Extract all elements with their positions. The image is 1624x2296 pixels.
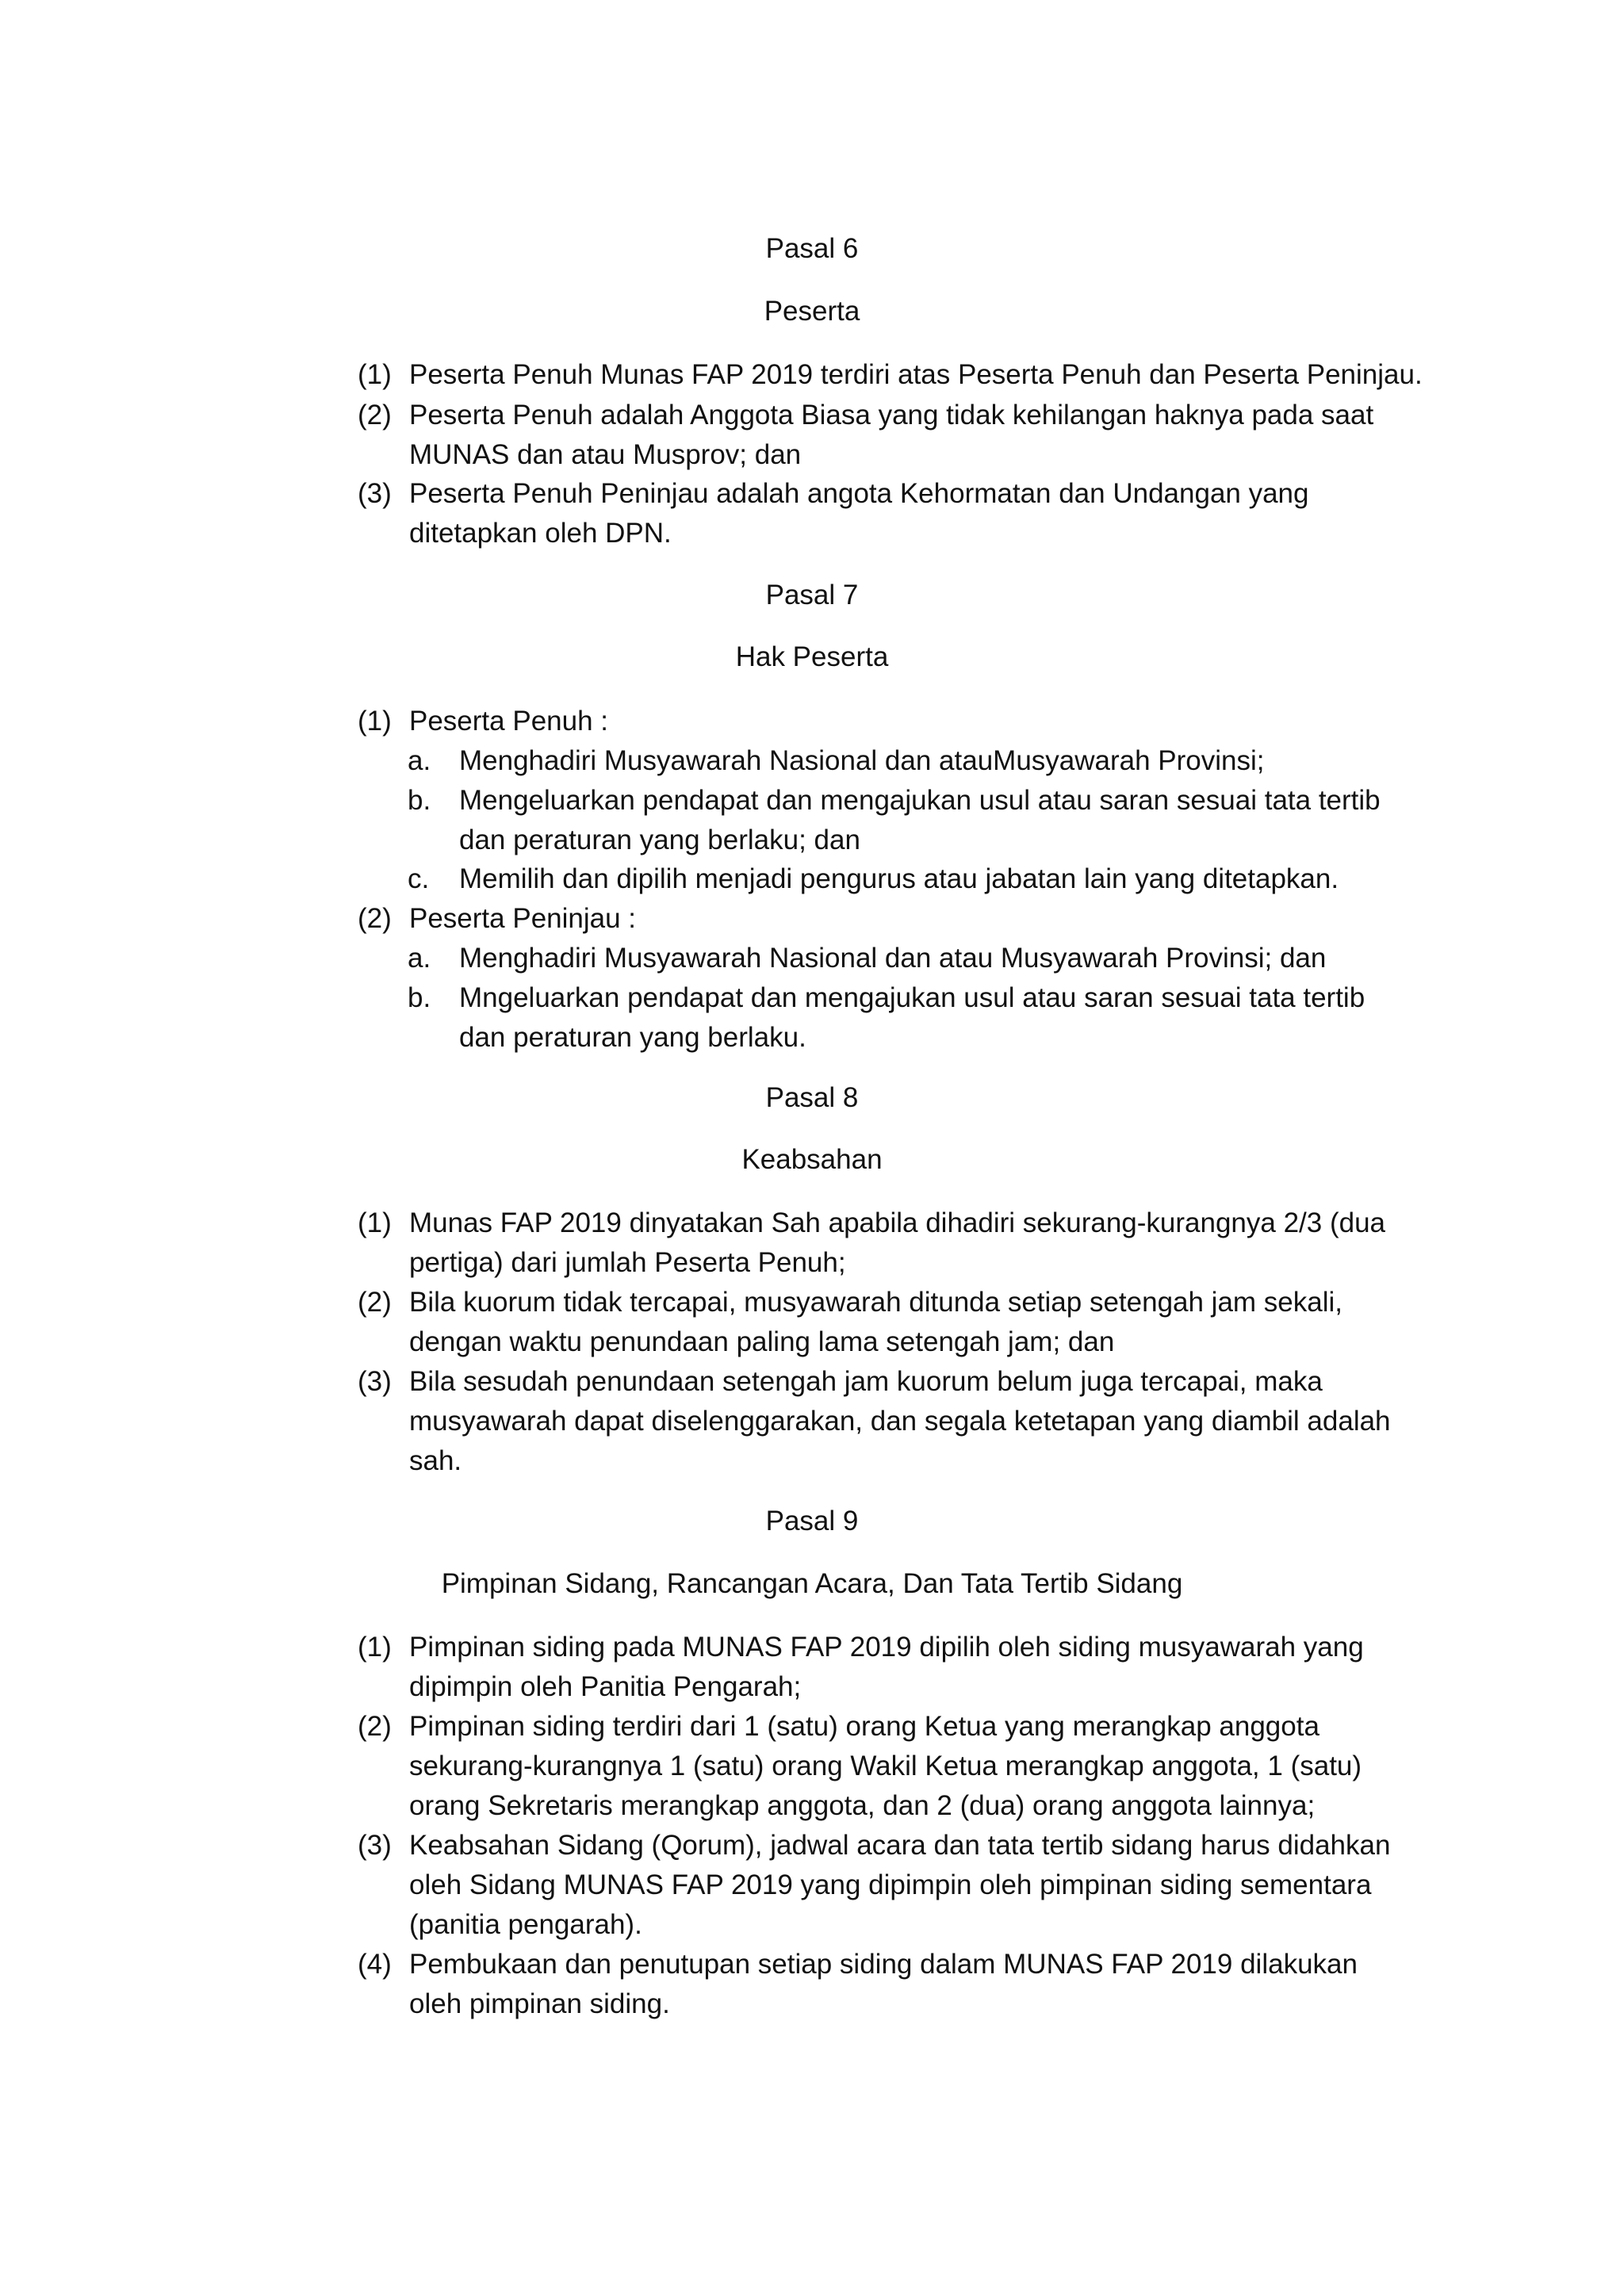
item-number: (1) <box>358 1207 392 1238</box>
item-text: oleh pimpinan siding. <box>409 1988 670 2019</box>
pasal-7-number: Pasal 7 <box>765 580 859 610</box>
sub-item-letter: a. <box>408 943 431 974</box>
item-label: Peserta Peninjau : <box>409 903 637 934</box>
item-text: (panitia pengarah). <box>409 1909 642 1940</box>
item-number: (4) <box>358 1949 392 1980</box>
item-text: musyawarah dapat diselenggarakan, dan segala ketetapan yang diambil adalah <box>409 1406 1391 1437</box>
item-text: Pembukaan dan penutupan setiap siding dalam MUNAS FAP 2019 dilakukan <box>409 1949 1358 1980</box>
item-text: pertiga) dari jumlah Peserta Penuh; <box>409 1247 846 1278</box>
item-text: MUNAS dan atau Musprov; dan <box>409 439 802 470</box>
sub-item-text: dan peraturan yang berlaku. <box>459 1022 806 1053</box>
item-number: (3) <box>358 1366 392 1397</box>
item-text: Peserta Penuh Peninjau adalah angota Kehormatan dan Undangan yang <box>409 478 1309 509</box>
sub-item-text: Mengeluarkan pendapat dan mengajukan usul atau saran sesuai tata tertib <box>459 785 1381 816</box>
item-number: (1) <box>358 706 392 737</box>
item-text: Peserta Penuh Munas FAP 2019 terdiri atas Peserta Penuh dan Peserta Peninjau. <box>409 359 1423 390</box>
item-text: oleh Sidang MUNAS FAP 2019 yang dipimpin oleh pimpinan siding sementara <box>409 1869 1372 1900</box>
pasal-9-number: Pasal 9 <box>765 1506 859 1536</box>
item-text: Keabsahan Sidang (Qorum), jadwal acara dan tata tertib sidang harus didahkan <box>409 1830 1391 1861</box>
sub-item-text: dan peraturan yang berlaku; dan <box>459 825 860 855</box>
pasal-8-number: Pasal 8 <box>765 1082 859 1113</box>
item-text: Pimpinan siding pada MUNAS FAP 2019 dipilih oleh siding musyawarah yang <box>409 1632 1364 1663</box>
pasal-9-title: Pimpinan Sidang, Rancangan Acara, Dan Tata Tertib Sidang <box>441 1568 1183 1599</box>
item-number: (2) <box>358 903 392 934</box>
sub-item-text: Mngeluarkan pendapat dan mengajukan usul atau saran sesuai tata tertib <box>459 982 1365 1013</box>
item-number: (3) <box>358 1830 392 1861</box>
pasal-8-title: Keabsahan <box>741 1144 883 1175</box>
sub-item-letter: a. <box>408 745 431 776</box>
item-text: orang Sekretaris merangkap anggota, dan 2 (dua) orang anggota lainnya; <box>409 1790 1316 1821</box>
item-text: dengan waktu penundaan paling lama setengah jam; dan <box>409 1326 1115 1357</box>
item-number: (2) <box>358 1711 392 1742</box>
item-text: ditetapkan oleh DPN. <box>409 518 672 549</box>
item-number: (1) <box>358 359 392 390</box>
item-number: (2) <box>358 1287 392 1318</box>
sub-item-letter: b. <box>408 785 431 816</box>
item-text: Pimpinan siding terdiri dari 1 (satu) orang Ketua yang merangkap anggota <box>409 1711 1320 1742</box>
item-text: Munas FAP 2019 dinyatakan Sah apabila dihadiri sekurang-kurangnya 2/3 (dua <box>409 1207 1386 1238</box>
sub-item-text: Memilih dan dipilih menjadi pengurus atau jabatan lain yang ditetapkan. <box>459 863 1339 894</box>
pasal-6-title: Peserta <box>764 296 860 327</box>
sub-item-text: Menghadiri Musyawarah Nasional dan atauMusyawarah Provinsi; <box>459 745 1265 776</box>
sub-item-text: Menghadiri Musyawarah Nasional dan atau Musyawarah Provinsi; dan <box>459 943 1327 974</box>
pasal-6-number: Pasal 6 <box>765 233 859 264</box>
item-text: Peserta Penuh adalah Anggota Biasa yang tidak kehilangan haknya pada saat <box>409 400 1374 430</box>
item-text: dipimpin oleh Panitia Pengarah; <box>409 1671 802 1702</box>
item-text: sekurang-kurangnya 1 (satu) orang Wakil Ketua merangkap anggota, 1 (satu) <box>409 1751 1362 1781</box>
item-label: Peserta Penuh : <box>409 706 608 737</box>
item-number: (2) <box>358 400 392 430</box>
sub-item-letter: b. <box>408 982 431 1013</box>
item-number: (1) <box>358 1632 392 1663</box>
item-text: Bila kuorum tidak tercapai, musyawarah ditunda setiap setengah jam sekali, <box>409 1287 1343 1318</box>
item-text: sah. <box>409 1445 462 1476</box>
item-text: Bila sesudah penundaan setengah jam kuorum belum juga tercapai, maka <box>409 1366 1323 1397</box>
item-number: (3) <box>358 478 392 509</box>
pasal-7-title: Hak Peserta <box>735 641 889 672</box>
sub-item-letter: c. <box>408 863 430 894</box>
